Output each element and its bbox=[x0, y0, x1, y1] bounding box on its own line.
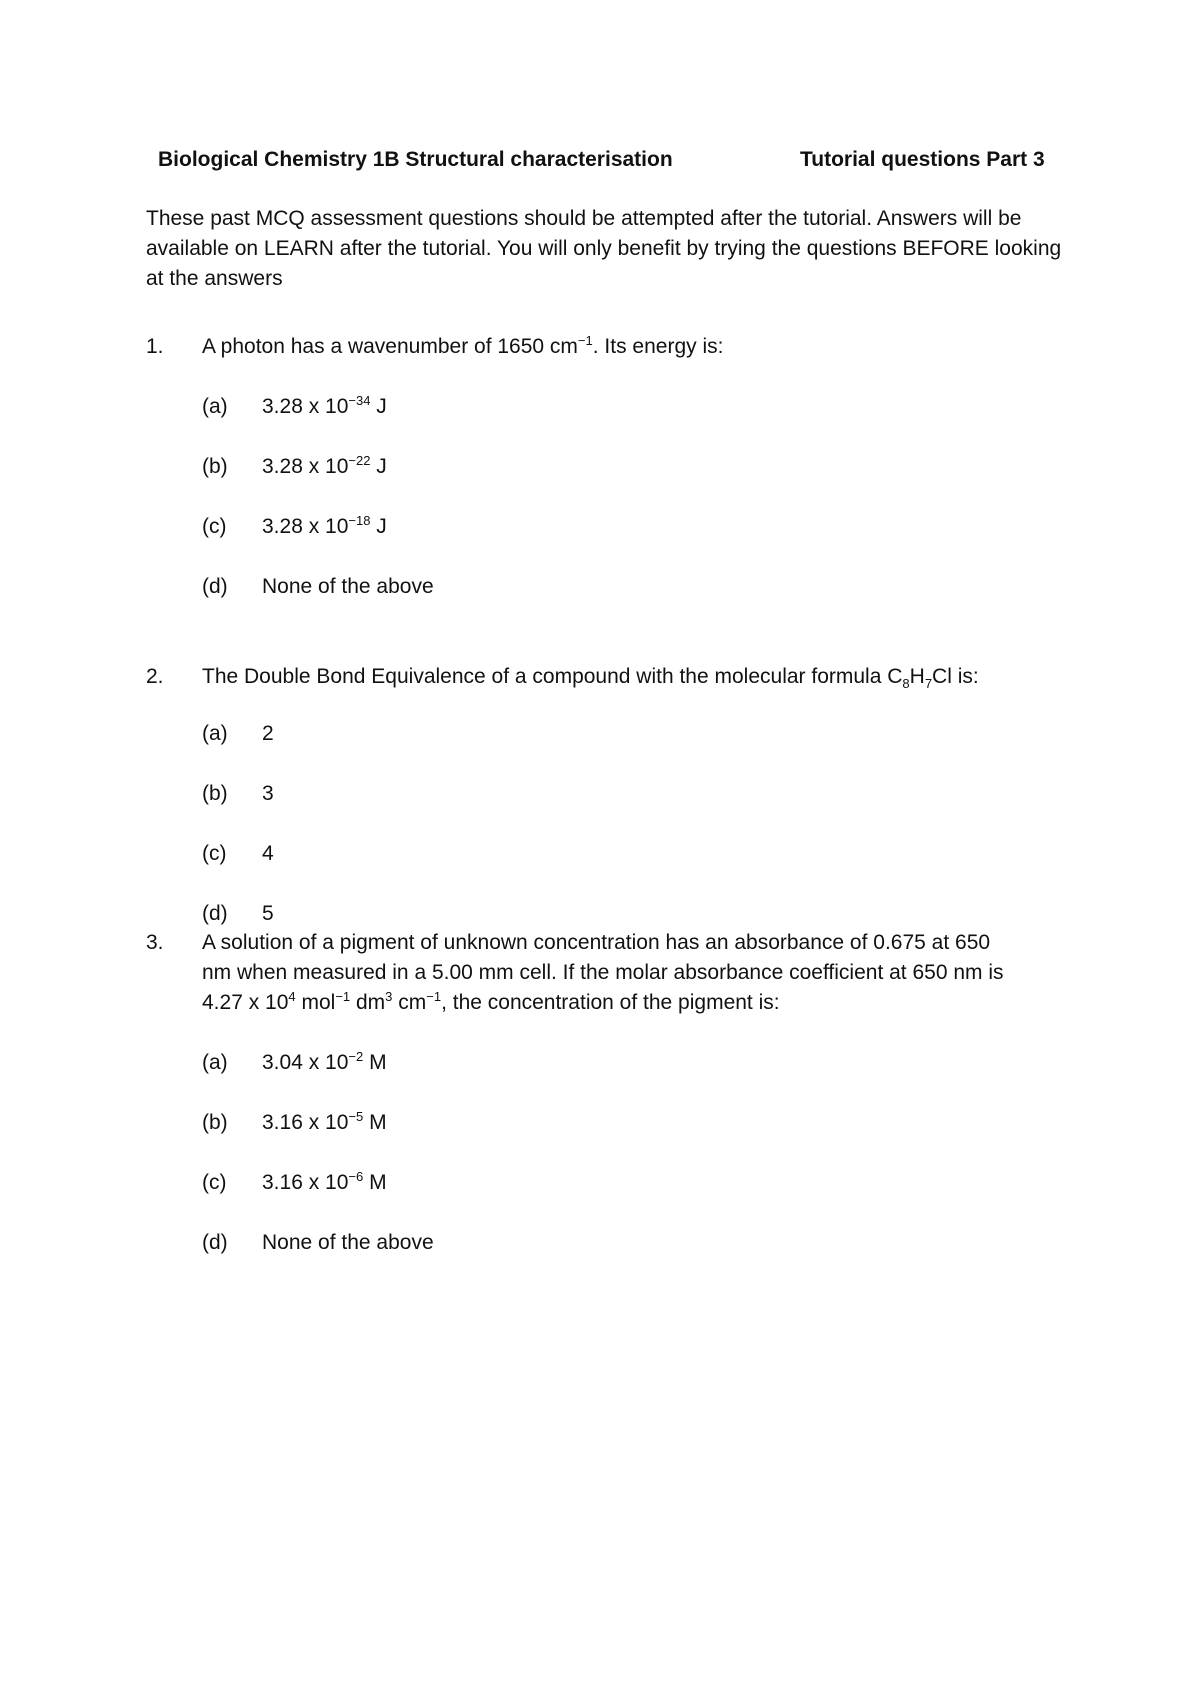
q3-option-d-label: (d) bbox=[202, 1231, 228, 1254]
q3-option-c-text: 3.16 x $10^{-6}$ M bbox=[262, 1169, 387, 1194]
question-2-number: 2. bbox=[146, 665, 164, 688]
question-2-text: The Double Bond Equivalence of a compound with the molecular formula $C_8H_7Cl$ is: bbox=[202, 665, 979, 692]
question-3-line-2: nm when measured in a 5.00 mm cell. If the molar absorbance coefficient at 650 nm is bbox=[202, 961, 1004, 984]
question-3-line-1: A solution of a pigment of unknown concentration has an absorbance of 0.675 at 650 bbox=[202, 931, 991, 954]
q3-option-a-label: (a) bbox=[202, 1051, 228, 1074]
q1-option-d-label: (d) bbox=[202, 575, 228, 598]
q2-option-a-label: (a) bbox=[202, 722, 228, 745]
question-1-number: 1. bbox=[146, 335, 164, 358]
intro-paragraph: These past MCQ assessment questions should be attempted after the tutorial. Answers will be available on LEARN after the tutorial. You will only benefit by trying the questions BEFORE looking at the answers bbox=[146, 207, 1062, 290]
question-3-line-3: 4.27 x $10^4$ mol$^{-1}$ $dm^3$ $cm^{-1}$, the concentration of the pigment is: bbox=[202, 989, 780, 1014]
q1-option-b-text: 3.28 x $10^{-22}$ J bbox=[262, 453, 387, 478]
q1-option-b-label: (b) bbox=[202, 455, 228, 478]
q3-option-a-text: 3.04 x $10^{-2}$ M bbox=[262, 1049, 387, 1074]
course-title: Biological Chemistry 1B Structural characterisation bbox=[158, 148, 673, 171]
tutorial-title: Tutorial questions Part 3 bbox=[800, 148, 1045, 171]
q2-option-b-text: 3 bbox=[262, 782, 274, 805]
question-1-text: A photon has a wavenumber of 1650 $cm^{-1}$. Its energy is: bbox=[202, 333, 724, 358]
q3-option-c-label: (c) bbox=[202, 1171, 227, 1194]
q2-option-a-text: 2 bbox=[262, 722, 274, 745]
q2-option-c-text: 4 bbox=[262, 842, 274, 865]
q3-option-b-text: 3.16 x $10^{-5}$ M bbox=[262, 1109, 387, 1134]
q1-option-a-label: (a) bbox=[202, 395, 228, 418]
q2-option-c-label: (c) bbox=[202, 842, 227, 865]
q3-option-b-label: (b) bbox=[202, 1111, 228, 1134]
q3-option-d-text: None of the above bbox=[262, 1231, 434, 1254]
q1-option-c-label: (c) bbox=[202, 515, 227, 538]
q1-option-d-text: None of the above bbox=[262, 575, 434, 598]
q2-option-d-label: (d) bbox=[202, 902, 228, 925]
question-3-number: 3. bbox=[146, 931, 164, 954]
q2-option-d-text: 5 bbox=[262, 902, 274, 925]
q1-option-c-text: 3.28 x $10^{-18}$ J bbox=[262, 513, 387, 538]
q1-option-a-text: 3.28 x $10^{-34}$ J bbox=[262, 393, 387, 418]
q2-option-b-label: (b) bbox=[202, 782, 228, 805]
